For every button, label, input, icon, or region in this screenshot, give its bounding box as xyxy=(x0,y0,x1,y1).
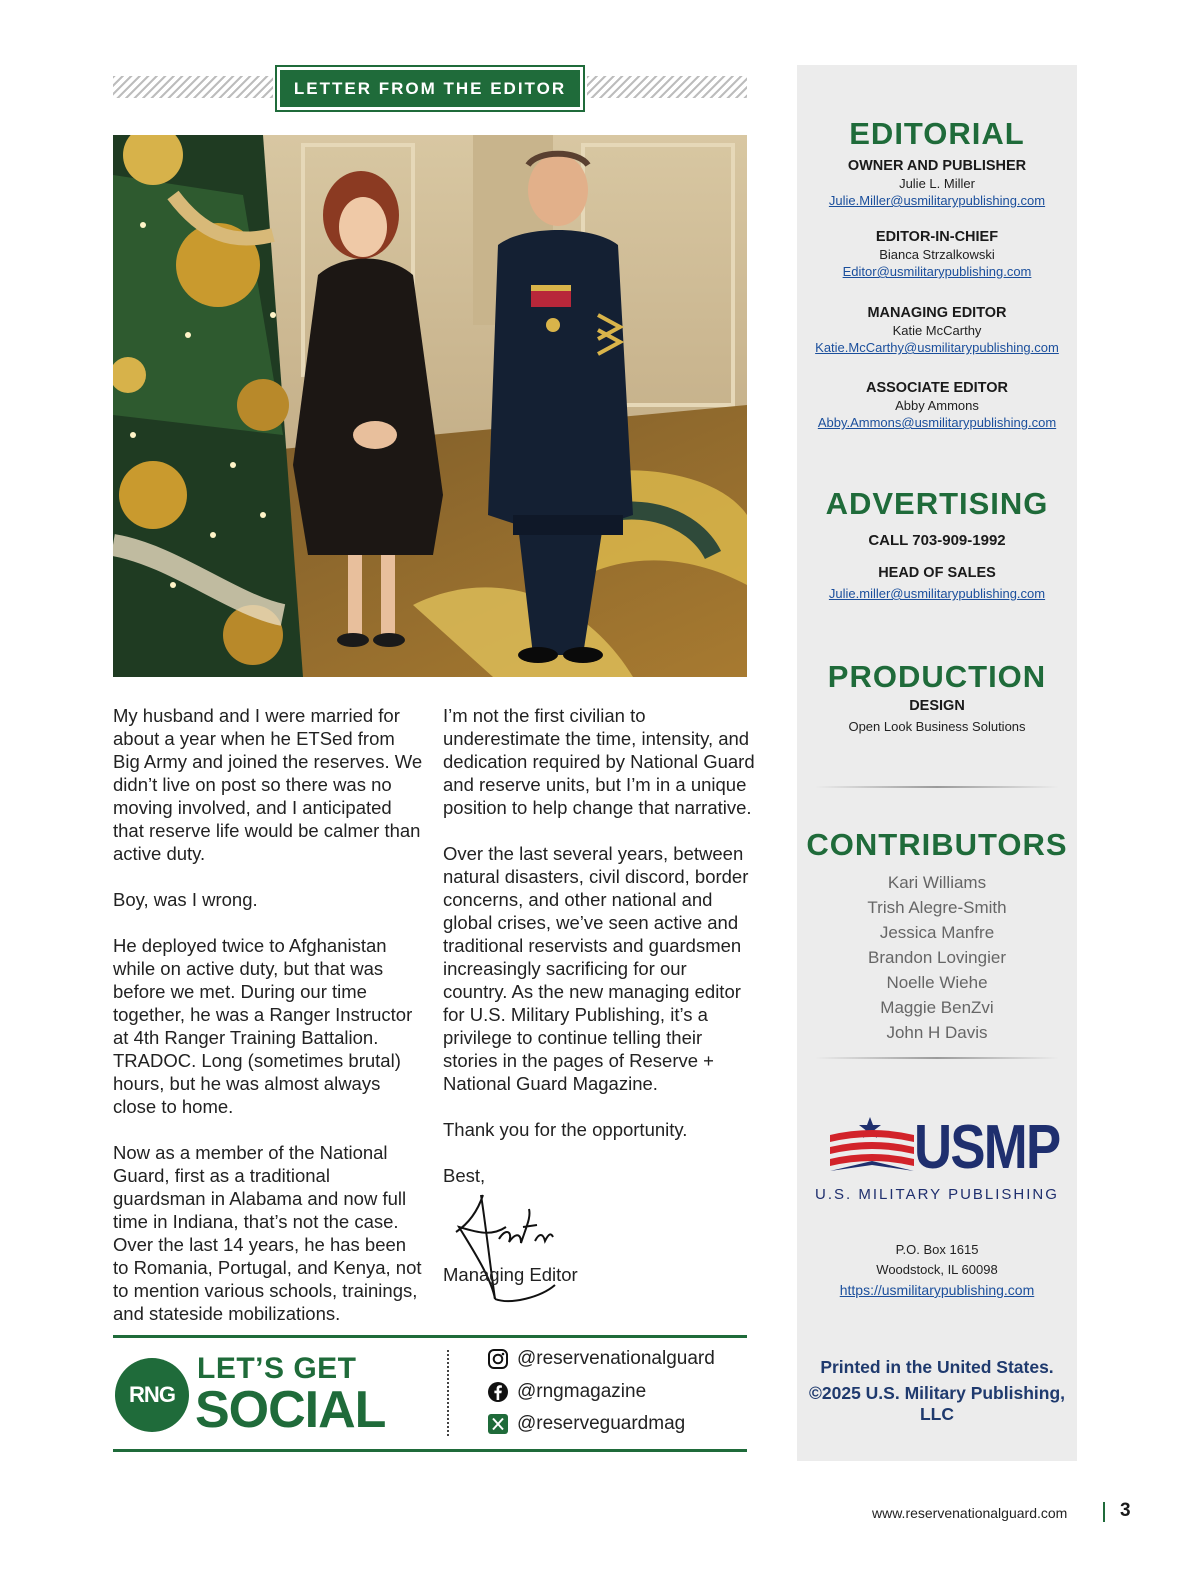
section-header xyxy=(275,65,585,112)
paragraph: Boy, was I wrong. xyxy=(113,889,258,910)
production-contact xyxy=(797,698,1077,734)
photo-illustration xyxy=(113,135,747,677)
contributors-list xyxy=(797,870,1077,1045)
advertising-email-link[interactable]: Julie.miller@usmilitarypublishing.com xyxy=(828,586,1046,601)
contributor-name: John H Davis xyxy=(886,1023,988,1042)
contributor-name: Brandon Lovingier xyxy=(868,948,1006,967)
usmp-website-link[interactable]: https://usmilitarypublishing.com xyxy=(839,1282,1035,1298)
page-number: 3 xyxy=(1120,1500,1131,1521)
paragraph: Now as a member of the National Guard, first as a traditional guardsman in Alabama and now full time in Indiana, that’s not the case. Over the last 14 years, he has been to Romania, Portugal, and Kenya, not to mention various schools, trainings, and stateside mobilizations. xyxy=(113,1142,422,1324)
paragraph: I’m not the first civilian to underestimate the time, intensity, and dedication required by National Guard and reserve units, but I’m in a unique position to help change that narrative. xyxy=(443,705,755,818)
contributor-name: Kari Williams xyxy=(887,873,987,892)
production-role: DESIGN xyxy=(909,698,965,714)
usmp-logo-text: USMP xyxy=(914,1113,1060,1182)
advertising-contact xyxy=(797,565,1077,601)
address-line: P.O. Box 1615 xyxy=(895,1242,979,1257)
signature-image xyxy=(451,1187,561,1307)
facebook-icon xyxy=(487,1381,509,1403)
social-x[interactable] xyxy=(487,1413,685,1435)
paragraph: He deployed twice to Afghanistan while on active duty, but that was before we met. During our time together, he was a Ranger Instructor at 4th Ranger Training Battalion. TRADOC. Long (sometimes brutal) hours, but he was almost always close to home. xyxy=(113,935,413,1117)
editorial-person xyxy=(797,229,1077,279)
editorial-person xyxy=(797,158,1077,208)
paragraph: Over the last several years, between natural disasters, civil discord, border concerns, and other national and global crises, we’ve seen active and traditional reservists and guardsmen increasingly sacrificing for our country. As the new managing editor for U.S. Military Publishing, it’s a privilege to continue telling their stories in the pages of Reserve + National Guard Magazine. xyxy=(443,843,749,1094)
social-rule-bottom xyxy=(113,1449,747,1452)
person-name: Abby Ammons xyxy=(895,398,979,413)
instagram-handle: @reservenationalguard xyxy=(517,1348,715,1369)
editor-photo xyxy=(113,135,747,677)
usmp-flag-icon xyxy=(828,1115,918,1181)
hatch-left xyxy=(113,76,273,98)
letter-column-2 xyxy=(443,704,755,1297)
sidebar-divider xyxy=(815,786,1059,788)
rng-badge: RNG xyxy=(115,1358,189,1432)
contributor-name: Maggie BenZvi xyxy=(880,998,994,1017)
person-role: MANAGING EDITOR xyxy=(867,305,1007,321)
signature-block xyxy=(443,1187,755,1297)
instagram-icon xyxy=(487,1348,509,1370)
person-role: ASSOCIATE EDITOR xyxy=(865,380,1009,396)
footer-url[interactable]: www.reservenationalguard.com xyxy=(872,1505,1068,1521)
x-handle: @reserveguardmag xyxy=(517,1413,686,1434)
person-email-link[interactable]: Abby.Ammons@usmilitarypublishing.com xyxy=(817,415,1057,430)
person-role: OWNER AND PUBLISHER xyxy=(847,158,1027,174)
advertising-phone: CALL 703-909-1992 xyxy=(868,532,1006,549)
usmp-tagline: U.S. MILITARY PUBLISHING xyxy=(815,1186,1059,1203)
editorial-person xyxy=(797,305,1077,355)
x-icon xyxy=(487,1413,509,1435)
person-name: Julie L. Miller xyxy=(899,176,975,191)
editorial-person xyxy=(797,380,1077,430)
footer-divider xyxy=(1103,1502,1105,1522)
paragraph: My husband and I were married for about a year when he ETSed from Big Army and joined the reserves. We didn’t live on post so there was no moving involved, and I anticipated that reserve life would be calmer than active duty. xyxy=(113,705,423,864)
contributor-name: Trish Alegre-Smith xyxy=(867,898,1007,917)
social-divider xyxy=(447,1350,449,1436)
facebook-handle: @rngmagazine xyxy=(517,1381,647,1402)
person-email-link[interactable]: Katie.McCarthy@usmilitarypublishing.com xyxy=(815,340,1059,355)
social-rule-top xyxy=(113,1335,747,1338)
person-name: Katie McCarthy xyxy=(892,323,982,338)
address-line: Woodstock, IL 60098 xyxy=(876,1262,998,1277)
editorial-heading: EDITORIAL xyxy=(849,116,1025,151)
social-heading: SOCIAL xyxy=(195,1381,386,1439)
signoff-title: Managing Editor xyxy=(443,1264,578,1285)
section-header-label: LETTER FROM THE EDITOR xyxy=(280,70,580,107)
contributors-heading: CONTRIBUTORS xyxy=(806,827,1068,862)
sidebar-divider xyxy=(815,1057,1059,1059)
person-email-link[interactable]: Editor@usmilitarypublishing.com xyxy=(842,264,1032,279)
printed-note: Printed in the United States. xyxy=(820,1357,1054,1377)
advertising-role: HEAD OF SALES xyxy=(878,565,996,581)
person-role: EDITOR-IN-CHIEF xyxy=(875,229,999,245)
advertising-heading: ADVERTISING xyxy=(825,486,1049,521)
social-instagram[interactable] xyxy=(487,1348,715,1370)
social-facebook[interactable] xyxy=(487,1381,646,1403)
contributor-name: Jessica Manfre xyxy=(879,923,995,942)
production-name: Open Look Business Solutions xyxy=(848,719,1026,734)
copyright-note: ©2025 U.S. Military Publishing, LLC xyxy=(808,1383,1065,1424)
usmp-address xyxy=(797,1242,1077,1298)
production-heading: PRODUCTION xyxy=(827,659,1047,694)
closing: Best, xyxy=(443,1165,486,1186)
social-lets-get: LET’S GET xyxy=(197,1352,357,1385)
person-email-link[interactable]: Julie.Miller@usmilitarypublishing.com xyxy=(828,193,1046,208)
contributor-name: Noelle Wiehe xyxy=(886,973,988,992)
paragraph: Thank you for the opportunity. xyxy=(443,1119,688,1140)
person-name: Bianca Strzalkowski xyxy=(879,247,995,262)
hatch-right xyxy=(587,76,747,98)
letter-column-1 xyxy=(113,704,425,1348)
